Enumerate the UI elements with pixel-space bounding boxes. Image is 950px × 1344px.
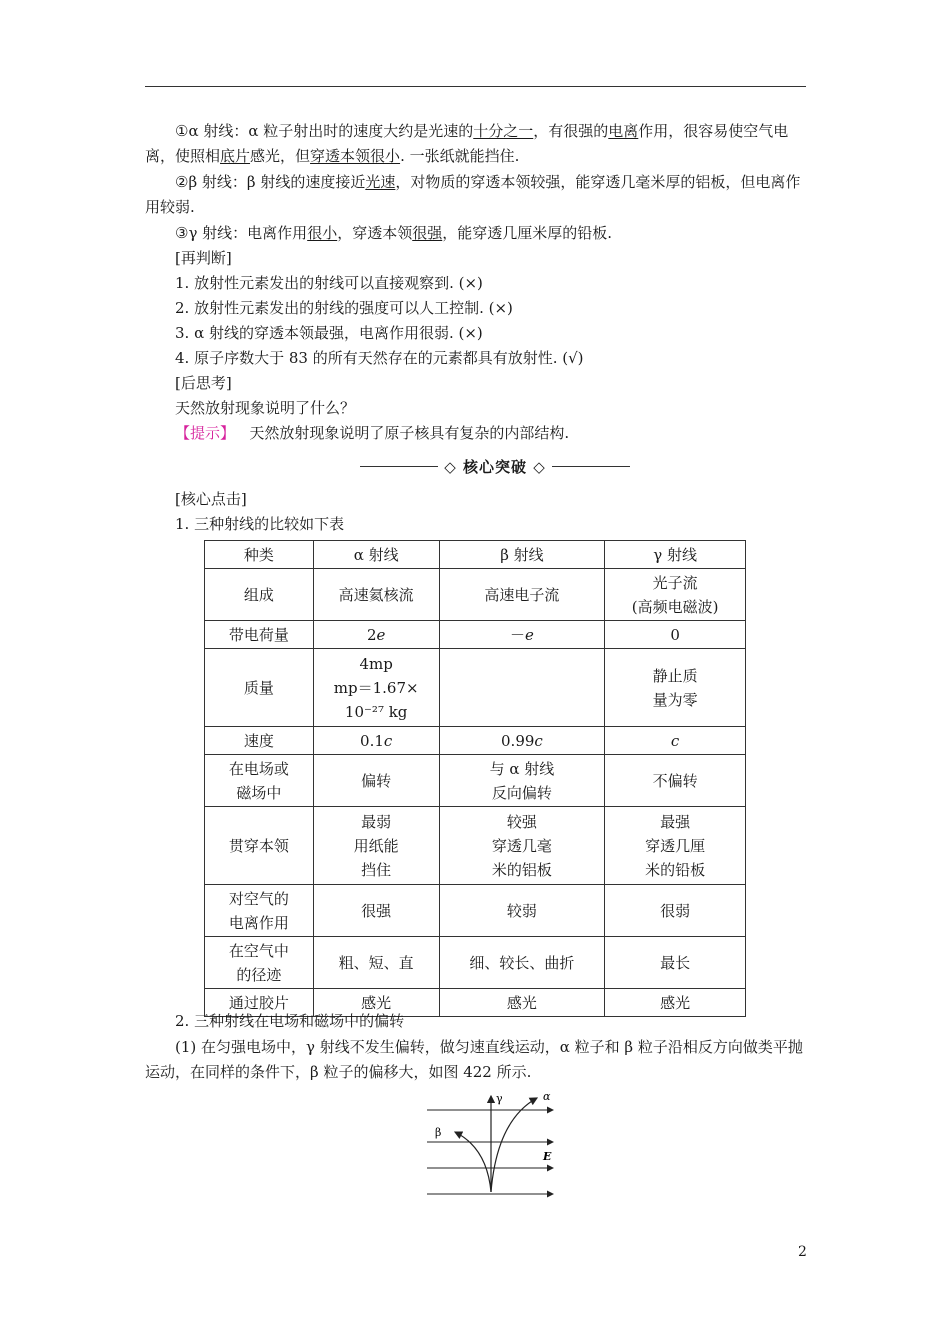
alpha-cell bbox=[313, 885, 439, 937]
rejudge-heading: [再判断] bbox=[175, 249, 232, 267]
text-run: ，能穿透几厘米厚的铅板. bbox=[442, 224, 613, 242]
row-label-cell bbox=[205, 621, 314, 649]
row-label-cell bbox=[205, 755, 314, 807]
beta-cell bbox=[439, 649, 605, 727]
cell-line: 的径迹 bbox=[236, 965, 282, 984]
cell-line: 0.1c bbox=[360, 731, 393, 750]
rejudge-item: 3. α 射线的穿透本领最强，电离作用很弱. (×) bbox=[175, 324, 483, 342]
cell-line: 较强 bbox=[506, 812, 537, 831]
gamma-cell bbox=[605, 649, 746, 727]
cell-line: 通过胶片 bbox=[228, 993, 289, 1012]
alpha-ray-paragraph bbox=[145, 119, 806, 168]
rejudge-item: 2. 放射性元素发出的射线的强度可以人工控制. (×) bbox=[175, 299, 513, 317]
tip-text: 天然放射现象说明了原子核具有复杂的内部结构. bbox=[249, 424, 570, 442]
gamma-cell bbox=[605, 807, 746, 885]
gamma-cell bbox=[605, 621, 746, 649]
beta-cell bbox=[439, 569, 605, 621]
underlined-term: 底片 bbox=[220, 146, 251, 165]
cell-line: 感光 bbox=[660, 993, 691, 1012]
text-run: ①α 射线：α 粒子射出时的速度大约是光速的 bbox=[175, 122, 474, 140]
cell-line: 用纸能 bbox=[353, 836, 399, 855]
cell-line: 细、较长、曲折 bbox=[469, 953, 575, 972]
cell-line bbox=[609, 729, 741, 753]
tip-line bbox=[175, 422, 569, 444]
cell-line: 质量 bbox=[243, 678, 274, 697]
gamma-ray-paragraph bbox=[145, 221, 806, 246]
cell-line: 反向偏转 bbox=[491, 783, 552, 802]
cell-line: 挡住 bbox=[361, 860, 392, 879]
core-heading: [核心点击] bbox=[175, 490, 247, 508]
beta-label: β bbox=[435, 1126, 442, 1139]
symbol: c bbox=[534, 731, 543, 750]
gamma-cell bbox=[605, 569, 746, 621]
field-deflection-figure bbox=[425, 1090, 565, 1200]
beta-cell bbox=[439, 807, 605, 885]
cell-line: 米的铝板 bbox=[491, 860, 552, 879]
cell-line: 磁场中 bbox=[236, 783, 282, 802]
think-question: 天然放射现象说明了什么？ bbox=[175, 399, 356, 417]
section-banner bbox=[360, 454, 630, 478]
beta-ray-path bbox=[455, 1132, 491, 1192]
alpha-label: α bbox=[543, 1090, 551, 1103]
table-row bbox=[205, 937, 746, 989]
gamma-cell bbox=[605, 989, 746, 1017]
row-label-cell bbox=[205, 569, 314, 621]
symbol: e bbox=[376, 625, 386, 644]
think-heading: [后思考] bbox=[175, 374, 232, 392]
alpha-cell bbox=[313, 569, 439, 621]
cell-line: 电离作用 bbox=[228, 913, 289, 932]
cell-line: 很强 bbox=[361, 901, 392, 920]
cell-line: 静止质 bbox=[652, 666, 698, 685]
table-header-row bbox=[205, 541, 746, 569]
table-row bbox=[205, 885, 746, 937]
underlined-term: 很小 bbox=[307, 224, 338, 242]
cell-line: 带电荷量 bbox=[228, 625, 289, 644]
table-header-cell: γ 射线 bbox=[605, 541, 746, 569]
beta-cell bbox=[439, 727, 605, 755]
beta-cell bbox=[439, 937, 605, 989]
cell-line: 量为零 bbox=[652, 690, 698, 709]
cell-line: 0 bbox=[670, 625, 680, 644]
cell-line: 米的铅板 bbox=[645, 860, 706, 879]
table-row bbox=[205, 649, 746, 727]
alpha-cell bbox=[313, 807, 439, 885]
beta-ray-paragraph bbox=[145, 170, 806, 219]
table-row bbox=[205, 755, 746, 807]
table-header-cell: α 射线 bbox=[313, 541, 439, 569]
cell-line: 感光 bbox=[361, 993, 392, 1012]
cell-line: 组成 bbox=[243, 585, 274, 604]
field-E-label: E bbox=[543, 1150, 552, 1163]
gamma-cell bbox=[605, 885, 746, 937]
cell-line: (高频电磁波) bbox=[631, 597, 719, 616]
cell-line: 0.99c bbox=[501, 731, 543, 750]
banner-title: ◇ 核心突破 ◇ bbox=[444, 457, 546, 476]
table-header-cell: 种类 bbox=[205, 541, 314, 569]
cell-line: 高速电子流 bbox=[484, 585, 560, 604]
cell-line: 对空气的 bbox=[228, 889, 289, 908]
cell-line: 高速氦核流 bbox=[338, 585, 414, 604]
row-label-cell bbox=[205, 649, 314, 727]
underlined-term: 电离 bbox=[608, 122, 639, 140]
row-label-cell bbox=[205, 727, 314, 755]
tip-label: 【提示】 bbox=[175, 424, 236, 442]
underlined-term: 十分之一 bbox=[473, 122, 534, 140]
symbol: c bbox=[670, 731, 680, 750]
rejudge-item: 4. 原子序数大于 83 的所有天然存在的元素都具有放射性. (√) bbox=[175, 349, 584, 367]
page-number: 2 bbox=[798, 1244, 807, 1260]
text-run: ③γ 射线：电离作用 bbox=[175, 224, 308, 242]
alpha-cell bbox=[313, 727, 439, 755]
cell-line: 很弱 bbox=[660, 901, 691, 920]
cell-line: 10⁻²⁷ kg bbox=[344, 702, 408, 721]
cell-line: 偏转 bbox=[361, 771, 392, 790]
row-label-cell bbox=[205, 885, 314, 937]
underlined-term: 很强 bbox=[412, 224, 443, 242]
table-row bbox=[205, 727, 746, 755]
cell-line: －e bbox=[509, 625, 534, 644]
alpha-cell bbox=[313, 937, 439, 989]
header-rule bbox=[145, 86, 806, 87]
table-header-cell: β 射线 bbox=[439, 541, 605, 569]
text-run: ，有很强的 bbox=[533, 122, 609, 140]
banner-rule-right bbox=[552, 466, 630, 467]
text-run: . 一张纸就能挡住. bbox=[400, 146, 520, 165]
ray-comparison-table bbox=[204, 540, 746, 1017]
cell-line: 贯穿本领 bbox=[228, 836, 289, 855]
banner-rule-left bbox=[360, 466, 438, 467]
cell-line: mp＝1.67× bbox=[333, 678, 419, 697]
gamma-cell bbox=[605, 727, 746, 755]
alpha-cell bbox=[313, 621, 439, 649]
cell-line: 在空气中 bbox=[228, 941, 289, 960]
text-run: 感光，但 bbox=[250, 146, 311, 165]
alpha-cell bbox=[313, 649, 439, 727]
cell-line: 穿透几毫 bbox=[491, 836, 552, 855]
cell-line: 与 α 射线 bbox=[489, 759, 555, 778]
gamma-cell bbox=[605, 755, 746, 807]
cell-line: 穿透几厘 bbox=[645, 836, 706, 855]
cell-line: 速度 bbox=[243, 731, 274, 750]
underlined-term: 穿透本领很小 bbox=[310, 146, 401, 165]
gamma-label: γ bbox=[496, 1092, 503, 1105]
cell-line: 最强 bbox=[660, 812, 691, 831]
cell-line: 最长 bbox=[660, 953, 691, 972]
core-point-2: 2. 三种射线在电场和磁场中的偏转 bbox=[175, 1012, 405, 1030]
table-row bbox=[205, 621, 746, 649]
underlined-term: 光速 bbox=[365, 173, 396, 191]
beta-cell bbox=[439, 621, 605, 649]
text-run: ，对物质的穿透本领较强，能穿透几毫米厚的铝板，但电离作用较弱. bbox=[145, 173, 801, 216]
beta-cell bbox=[439, 755, 605, 807]
core-point-1: 1. 三种射线的比较如下表 bbox=[175, 515, 345, 533]
cell-line: 最弱 bbox=[361, 812, 392, 831]
text-run: ，穿透本领 bbox=[337, 224, 413, 242]
gamma-cell bbox=[605, 937, 746, 989]
symbol: c bbox=[383, 731, 393, 750]
text-run: ②β 射线：β 射线的速度接近 bbox=[175, 173, 366, 191]
row-label-cell bbox=[205, 937, 314, 989]
cell-line: 4mp bbox=[359, 654, 393, 673]
cell-line: 粗、短、直 bbox=[338, 953, 414, 972]
table-row bbox=[205, 569, 746, 621]
cell-line: 不偏转 bbox=[652, 771, 698, 790]
cell-line: 较弱 bbox=[506, 901, 537, 920]
beta-cell bbox=[439, 989, 605, 1017]
alpha-cell bbox=[313, 755, 439, 807]
cell-line: 2e bbox=[366, 625, 386, 644]
deflection-paragraph: (1) 在匀强电场中，γ 射线不发生偏转，做匀速直线运动，α 粒子和 β 粒子沿相反方向做类平抛运动，在同样的条件下，β 粒子的偏移大，如图 422 所示. bbox=[145, 1038, 803, 1081]
cell-line: 在电场或 bbox=[228, 759, 289, 778]
row-label-cell bbox=[205, 807, 314, 885]
rejudge-item: 1. 放射性元素发出的射线可以直接观察到. (×) bbox=[175, 274, 483, 292]
alpha-ray-path bbox=[491, 1098, 537, 1192]
text-run: 作用，很容易使空气电离，使照相 bbox=[145, 122, 789, 165]
cell-line: 感光 bbox=[506, 993, 537, 1012]
cell-line: 光子流 bbox=[652, 573, 698, 592]
symbol: e bbox=[524, 625, 534, 644]
table-row bbox=[205, 807, 746, 885]
beta-cell bbox=[439, 885, 605, 937]
